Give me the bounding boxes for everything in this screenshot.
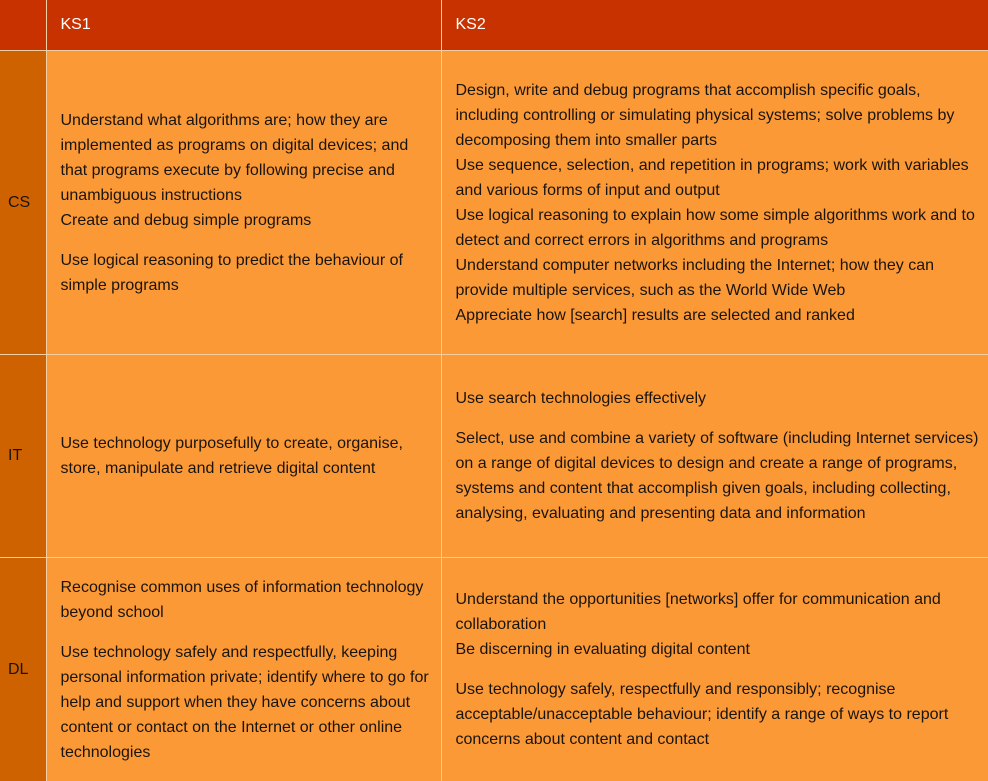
cell-line: Be discerning in evaluating digital content <box>455 641 750 659</box>
cell-line: Create and debug simple programs <box>60 211 312 229</box>
cell-paragraph <box>61 248 433 298</box>
cs-ks1-cell <box>46 51 441 355</box>
row-label-dl: DL <box>0 558 46 781</box>
cell-line: Use sequence, selection, and repetition in programs; work with variables and various forms of input and output <box>455 156 969 199</box>
corner-header-cell <box>0 0 46 51</box>
cs-ks2-cell <box>441 51 988 355</box>
cell-paragraph <box>61 431 433 481</box>
cell-paragraph <box>456 426 981 526</box>
ks1-column-header: KS1 <box>46 0 441 51</box>
cell-paragraph <box>61 575 433 625</box>
cell-line: Use logical reasoning to predict the behaviour of simple programs <box>60 251 403 294</box>
cell-line: Use technology purposefully to create, organise, store, manipulate and retrieve digital content <box>60 435 403 477</box>
table-row-dl <box>0 558 988 781</box>
ks2-column-header: KS2 <box>441 0 988 51</box>
cell-line: Use search technologies effectively <box>455 390 707 407</box>
cell-line: Recognise common uses of information technology beyond school <box>60 578 424 621</box>
cell-line: Use technology safely and respectfully, keeping personal information private; identify where to go for help and support when they have concerns about content or contact on the Internet or other online technologies <box>60 643 429 761</box>
cell-line: Select, use and combine a variety of software (including Internet services) on a range of digital devices to design and create a range of programs, systems and content that accomplish given goals, including collecting, analysing, evaluating and presenting data and information <box>455 430 979 522</box>
table-row-it <box>0 355 988 558</box>
cell-paragraph <box>456 677 981 752</box>
it-ks2-cell <box>441 355 988 558</box>
cell-line: Understand computer networks including the Internet; how they can provide multiple services, such as the World Wide Web <box>455 256 934 299</box>
cell-line: Use technology safely, respectfully and responsibly; recognise acceptable/unacceptable behaviour; identify a range of ways to report concerns about content and contact <box>455 681 949 749</box>
table-row-cs <box>0 51 988 355</box>
cell-line: Design, write and debug programs that accomplish specific goals, including controlling or simulating physical systems; solve problems by decomposing them into smaller parts <box>455 81 955 149</box>
header-row <box>0 0 988 51</box>
cell-line: Use logical reasoning to explain how some simple algorithms work and to detect and correct errors in algorithms and programs <box>455 206 975 249</box>
cell-paragraph <box>456 587 981 662</box>
dl-ks2-cell <box>441 558 988 781</box>
row-label-cs: CS <box>0 51 46 355</box>
cell-line: Understand what algorithms are; how they are implemented as programs on digital devices; and that programs execute by following precise and unambiguous instructions <box>60 111 409 204</box>
cell-paragraph <box>456 78 981 328</box>
it-ks1-cell <box>46 355 441 558</box>
cell-paragraph <box>61 640 433 765</box>
dl-ks1-cell <box>46 558 441 781</box>
row-label-it: IT <box>0 355 46 558</box>
cell-paragraph <box>456 386 981 411</box>
cell-line: Appreciate how [search] results are selected and ranked <box>455 306 855 324</box>
cell-paragraph <box>61 108 433 233</box>
cell-line: Understand the opportunities [networks] offer for communication and collaboration <box>455 591 941 634</box>
